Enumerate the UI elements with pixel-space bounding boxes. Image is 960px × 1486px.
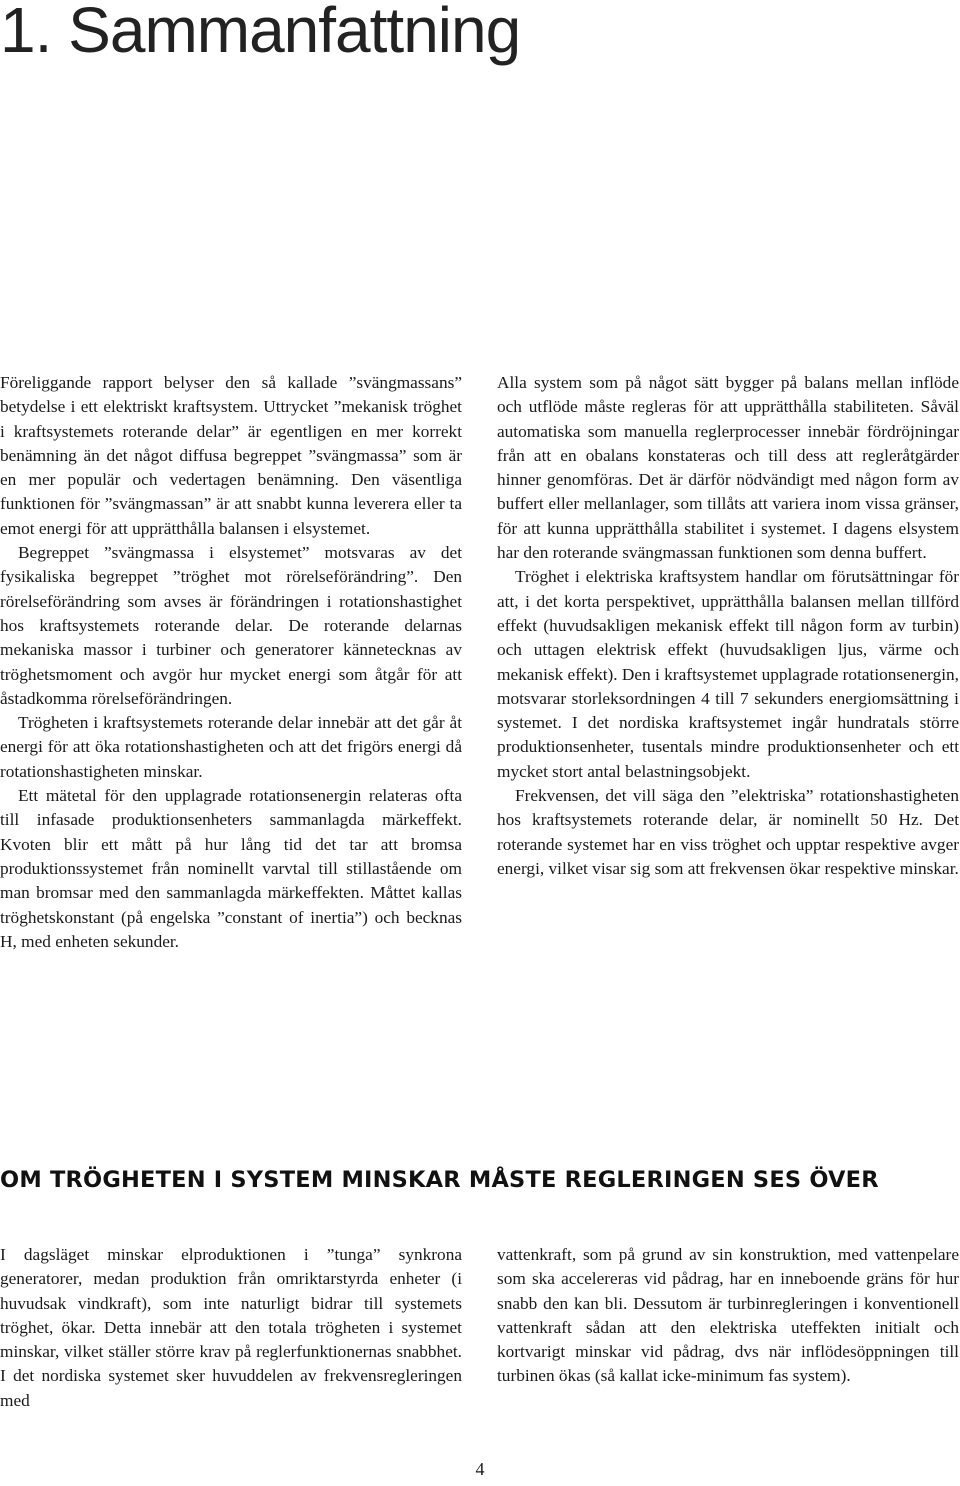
section-heading: OM TRÖGHETEN I SYSTEM MINSKAR MÅSTE REGLERINGEN SES ÖVER bbox=[0, 1167, 879, 1193]
paragraph: I dagsläget minskar elproduktionen i ”tunga” synkrona generatorer, medan produktion från omriktarstyrda enheter (i huvudsak vindkraft), som inte naturligt bidrar till systemets tröghet, ökar. Detta innebär att den totala trögheten i systemet minskar, vilket ställer större krav på reglerfunktionernas snabbhet. I det nordiska systemet sker huvuddelen av frekvensregleringen med bbox=[0, 1245, 462, 1410]
left-column bbox=[0, 371, 462, 954]
bottom-left-column bbox=[0, 1243, 462, 1413]
page-title: 1. Sammanfattning bbox=[0, 0, 521, 66]
paragraph: Begreppet ”svängmassa i elsystemet” motsvaras av det fysikaliska begreppet ”tröghet mot rörelseförändring”. Den rörelseförändring som avses är förändringen i rotationshastighet hos kraftsystemets roterande delar. De roterande delarnas mekaniska massor i turbiner och generatorer kännetecknas av tröghetsmoment och avgör hur mycket energi som åtgår för att åstadkomma rörelseförändringen. bbox=[0, 543, 462, 708]
paragraph: Alla system som på något sätt bygger på balans mellan inflöde och utflöde måste regleras för att upprätthålla stabiliteten. Såväl automatiska som manuella reglerprocesser innebär fördröjningar från att en obalans konstateras och till dess att regleråtgärder hinner genomföras. Det är därför nödvändigt med någon form av buffert eller mellanlager, som tillåts att variera inom vissa gränser, för att kunna upprätthålla stabilitet i systemet. I dagens elsystem har den roterande svängmassan funktionen som denna buffert. bbox=[497, 373, 959, 563]
paragraph: Tröghet i elektriska kraftsystem handlar om förutsättningar för att, i det korta perspektivet, upprätthålla balansen mellan tillförd effekt (huvudsakligen mekanisk effekt till någon form av turbin) och uttagen elektrisk effekt (huvudsakligen ljus, värme och mekanisk effekt). Den i kraftsystemet upplagrade rotationsenergin, motsvarar storleksordningen 4 till 7 sekunders energiomsättning i systemet. I det nordiska kraftsystemet ingår hundratals större produktionsenheter, tusentals mindre produktionsenheter och ett mycket stort antal belastningsobjekt. bbox=[497, 567, 959, 781]
right-column bbox=[497, 371, 959, 881]
paragraph: Trögheten i kraftsystemets roterande delar innebär att det går åt energi för att öka rotationshastigheten och att det frigörs energi då rotationshastigheten minskar. bbox=[0, 713, 462, 781]
paragraph: Ett mätetal för den upplagrade rotationsenergin relateras ofta till infasade produktionsenheters sammanlagda märkeffekt. Kvoten blir ett mått på hur lång tid det tar att bromsa produktionssystemet från nominellt varvtal till stillastående om man bromsar med den sammanlagda märkeffekten. Måttet kallas tröghetskonstant (på engelska ”constant of inertia”) och becknas H, med enheten sekunder. bbox=[0, 786, 462, 951]
page-number: 4 bbox=[475, 1459, 485, 1479]
bottom-right-column bbox=[497, 1243, 959, 1389]
paragraph: Frekvensen, det vill säga den ”elektriska” rotationshastigheten hos kraftsystemets roterande delar, är nominellt 50 Hz. Det roterande systemet har en viss tröghet och upptar respektive avger energi, vilket visar sig som att frekvensen ökar respektive minskar. bbox=[497, 786, 959, 878]
paragraph: vattenkraft, som på grund av sin konstruktion, med vattenpelare som ska accelereras vid pådrag, har en inneboende gräns för hur snabb den kan bli. Dessutom är turbinregleringen i konventionell vattenkraft sådan att den elektriska uteffekten initialt och kortvarigt minskar vid pådrag, dvs när inflödesöppningen till turbinen ökas (så kallat icke-minimum fas system). bbox=[497, 1245, 959, 1386]
paragraph: Föreliggande rapport belyser den så kallade ”svängmassans” betydelse i ett elektriskt kraftsystem. Uttrycket ”mekanisk tröghet i kraftsystemets roterande delar” är egentligen en mer korrekt benämning än det något diffusa begreppet ”svängmassa” som är en mer populär och vedertagen benämning. Den väsentliga funktionen för ”svängmassan” är att snabbt kunna leverera eller ta emot energi för att upprätthålla balansen i elsystemet. bbox=[0, 373, 462, 538]
